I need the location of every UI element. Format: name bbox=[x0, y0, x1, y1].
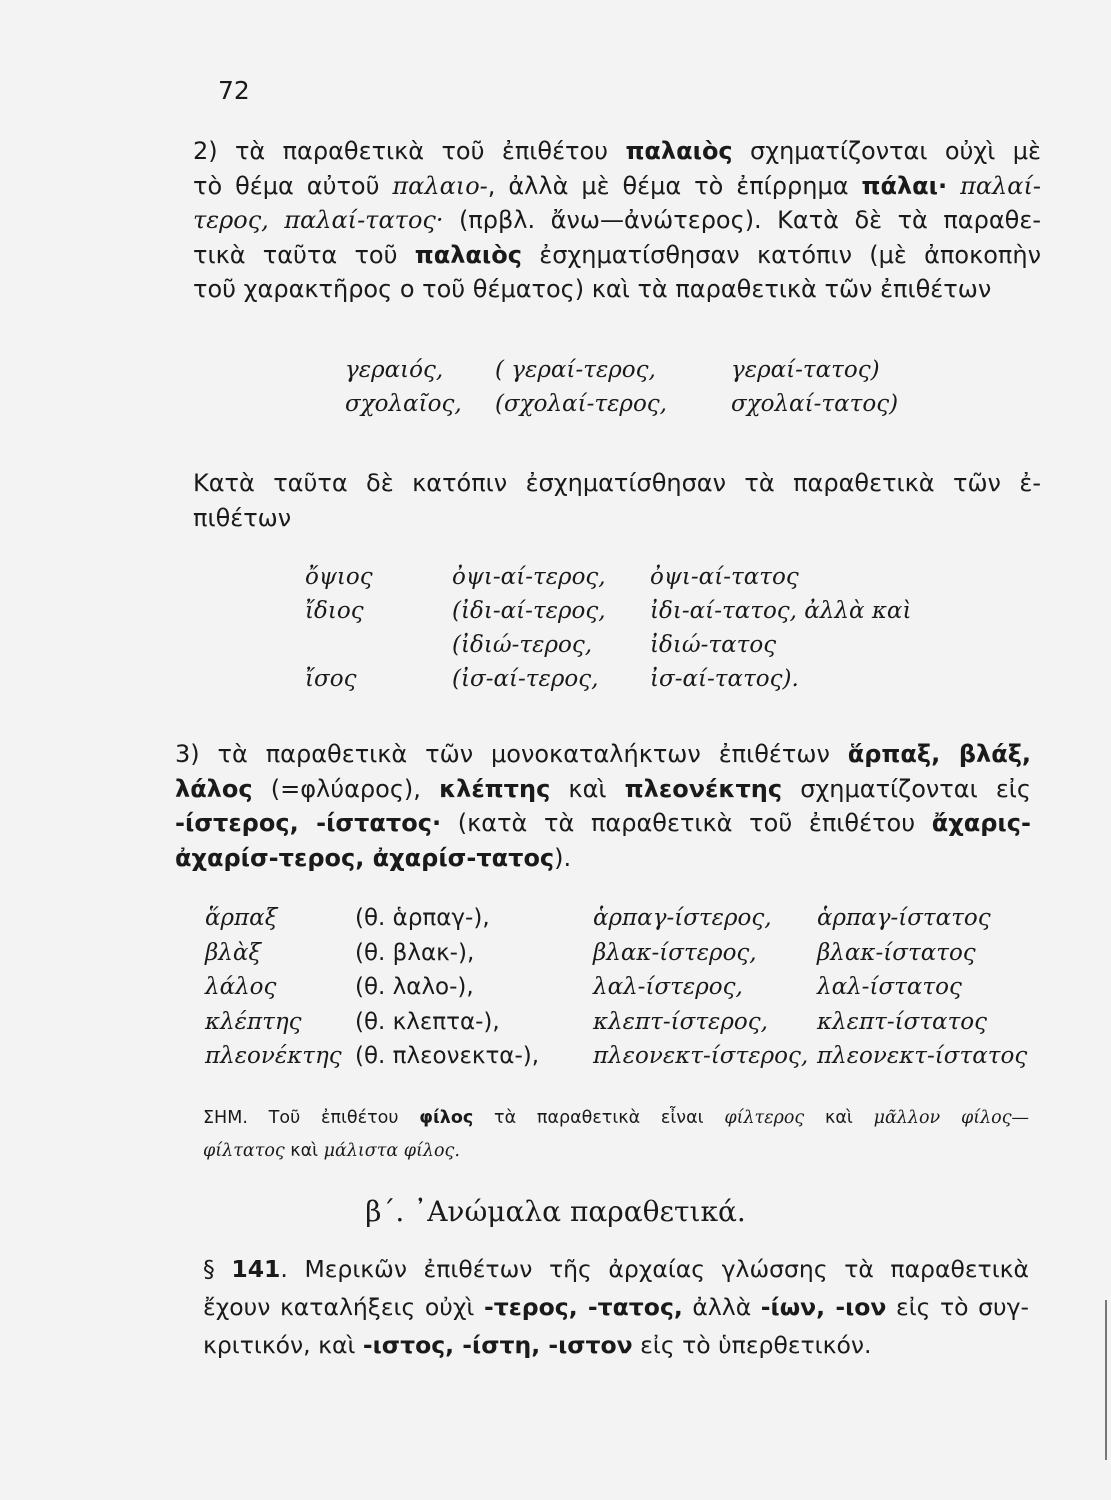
table-cell: (ἰσ-αί-τερος, bbox=[452, 666, 599, 692]
bold-term: -ίστερος, -ίστατος· bbox=[175, 809, 442, 837]
bold-term: -ιστος, -ίστη, -ιστον bbox=[362, 1331, 633, 1359]
table-cell: (θ. κλεπτα-), bbox=[355, 1008, 500, 1035]
text-run: καὶ bbox=[804, 1108, 874, 1128]
paragraph-141 bbox=[203, 1250, 1029, 1364]
text-run: τὸ θέμα αὐτοῦ bbox=[193, 171, 393, 200]
bold-term: κλέπτης bbox=[439, 774, 551, 803]
text-line bbox=[193, 466, 1041, 501]
table-cell: (ἰδιώ-τερος, bbox=[452, 632, 593, 658]
table-cell: (θ. ἁρπαγ-), bbox=[355, 905, 490, 931]
italic-form: μᾶλλον φίλος— bbox=[873, 1108, 1030, 1128]
table-cell: ἰδι-αί-τατος, ἀλλὰ καὶ bbox=[650, 598, 912, 624]
bold-term: -τερος, -τατος, bbox=[483, 1293, 683, 1321]
italic-form: τερος, παλαί-τατος· bbox=[193, 206, 444, 234]
text-line bbox=[193, 501, 1041, 536]
text-run: § bbox=[203, 1255, 232, 1283]
paragraph-3 bbox=[175, 737, 1031, 875]
bold-term: παλαιὸς bbox=[414, 240, 522, 269]
text-line bbox=[175, 772, 1031, 807]
table-cell: πλεονέκτης bbox=[205, 1043, 342, 1069]
bold-term: πλεονέκτης bbox=[624, 774, 783, 803]
section-heading: β΄. ᾿Ανώμαλα παραθετικά. bbox=[365, 1195, 746, 1228]
text-line bbox=[193, 203, 1041, 238]
text-line bbox=[203, 1135, 1029, 1168]
table-cell: (σχολαί-τερος, bbox=[495, 391, 667, 417]
text-run: ). bbox=[554, 843, 572, 872]
text-run: εἰς τὸ συγ- bbox=[886, 1293, 1030, 1321]
text-run: κριτικόν, καὶ bbox=[203, 1331, 363, 1359]
text-run: ἐσχηματίσθησαν κατόπιν (μὲ ἀποκοπὴν bbox=[521, 240, 1041, 269]
text-run: , ἀλλὰ μὲ θέμα τὸ ἐπίρρημα bbox=[487, 171, 862, 200]
text-run: τὰ παραθετικὰ εἶναι bbox=[473, 1108, 725, 1128]
text-line bbox=[203, 1102, 1029, 1135]
table-cell: σχολαί-τατος) bbox=[731, 391, 899, 417]
text-run bbox=[947, 172, 960, 200]
table-cell: ( γεραί-τερος, bbox=[495, 357, 656, 383]
table-cell: γεραί-τατος) bbox=[731, 357, 880, 383]
bold-term: παλαιὸς bbox=[625, 137, 733, 165]
bold-term: -ίων, -ιον bbox=[760, 1293, 887, 1321]
table-cell: γεραιός, bbox=[345, 357, 444, 383]
text-run: 2) τὰ παραθετικὰ τοῦ ἐπιθέτου bbox=[193, 137, 626, 165]
text-line bbox=[203, 1250, 1029, 1288]
bold-term: ἀχαρίσ-τερος, ἀχαρίσ-τατος bbox=[175, 843, 555, 872]
text-run: (πρβλ. ἄνω—ἀνώτερος). Κατὰ δὲ τὰ παραθε- bbox=[443, 206, 1041, 234]
text-run: εἰς τὸ ὑπερθετικόν. bbox=[632, 1331, 872, 1359]
table-cell: ἰδιώ-τατος bbox=[650, 632, 777, 658]
text-run: τοῦ χαρακτῆρος o τοῦ θέματος) καὶ τὰ παραθετικὰ τῶν ἐπιθέτων bbox=[193, 275, 992, 303]
bold-term: λάλος bbox=[175, 774, 253, 803]
text-run: (=φλύαρος), bbox=[252, 774, 440, 803]
bold-term: ἄχαρις- bbox=[931, 809, 1031, 837]
text-line bbox=[175, 841, 1031, 876]
table-cell: ἁρπαγ-ίστατος bbox=[817, 905, 991, 931]
text-line bbox=[175, 737, 1031, 772]
bold-term: πάλαι· bbox=[861, 171, 948, 200]
table-cell: κλέπτης bbox=[205, 1008, 302, 1035]
table-cell: ὀψι-αί-τερος, bbox=[452, 564, 606, 590]
table-cell: κλεπτ-ίστερος, bbox=[593, 1008, 768, 1035]
italic-form: φίλτατος bbox=[203, 1141, 285, 1161]
text-run: καὶ bbox=[284, 1141, 324, 1161]
table-cell: ἴδιος bbox=[305, 598, 364, 624]
table-cell: βλακ-ίστερος, bbox=[593, 939, 757, 966]
note-sim bbox=[203, 1102, 1029, 1168]
paragraph-kata-tauta bbox=[193, 466, 1041, 535]
text-run: (κατὰ τὰ παραθετικὰ τοῦ ἐπιθέτου bbox=[441, 809, 932, 837]
text-line bbox=[203, 1288, 1029, 1326]
text-run: . Μερικῶν ἐπιθέτων τῆς ἀρχαίας γλώσσης τὰ παραθετικὰ bbox=[280, 1255, 1029, 1283]
page-number: 72 bbox=[218, 76, 250, 105]
table-cell: ἴσος bbox=[305, 666, 357, 692]
table-cell: λαλ-ίστατος bbox=[817, 974, 962, 1000]
text-line bbox=[203, 1326, 1029, 1364]
table-cell: (θ. βλακ-), bbox=[355, 939, 475, 966]
table-cell: πλεονεκτ-ίστερος, bbox=[593, 1043, 809, 1069]
table-cell: ἰσ-αί-τατος). bbox=[650, 666, 799, 692]
table-cell: ἁρπαγ-ίστερος, bbox=[593, 905, 772, 931]
text-run: σχηματίζονται οὐχὶ μὲ bbox=[732, 137, 1041, 165]
text-run: ἀλλὰ bbox=[682, 1293, 761, 1321]
table-cell: λαλ-ίστερος, bbox=[593, 974, 743, 1000]
table-cell: (ἰδι-αί-τερος, bbox=[452, 598, 606, 624]
table-cell: ὀψι-αί-τατος bbox=[650, 564, 799, 590]
table-cell: βλὰξ bbox=[205, 939, 262, 966]
text-run: σχηματίζονται εἰς bbox=[782, 774, 1032, 803]
paragraph-2 bbox=[193, 134, 1041, 307]
table-cell: βλακ-ίστατος bbox=[817, 939, 976, 966]
table-cell: κλεπτ-ίστατος bbox=[817, 1008, 988, 1035]
italic-form: φίλτερος bbox=[724, 1108, 805, 1128]
text-line bbox=[193, 238, 1041, 273]
bold-term: ἅρπαξ, βλάξ, bbox=[847, 740, 1031, 768]
table-cell: λάλος bbox=[205, 974, 277, 1000]
table-cell: πλεονεκτ-ίστατος bbox=[817, 1043, 1028, 1069]
text-run: καὶ bbox=[550, 774, 625, 803]
bold-term: 141 bbox=[231, 1255, 281, 1283]
text-run: 3) τὰ παραθετικὰ τῶν μονοκαταλήκτων ἐπιθέτων bbox=[175, 740, 848, 768]
bold-term: φίλος bbox=[419, 1108, 474, 1128]
text-run: ΣΗΜ. Τοῦ ἐπιθέτου bbox=[203, 1108, 420, 1128]
italic-form: παλαί- bbox=[960, 171, 1041, 200]
text-line bbox=[193, 272, 1041, 307]
page-edge-mark bbox=[1105, 1300, 1107, 1460]
table-cell: (θ. λαλο-), bbox=[355, 974, 474, 1000]
table-cell: σχολαῖος, bbox=[345, 391, 462, 417]
italic-form: μάλιστα φίλος. bbox=[323, 1141, 460, 1161]
text-line bbox=[193, 134, 1041, 169]
text-line bbox=[193, 169, 1041, 204]
italic-form: παλαιο- bbox=[392, 171, 488, 200]
text-line bbox=[175, 806, 1031, 841]
text-run: ἔχουν καταλήξεις οὐχὶ bbox=[203, 1293, 484, 1321]
table-cell: (θ. πλεονεκτα-), bbox=[355, 1043, 540, 1069]
text-run: τικὰ ταῦτα τοῦ bbox=[193, 240, 415, 269]
text-run: πιθέτων bbox=[193, 503, 292, 532]
table-cell: ἅρπαξ bbox=[205, 905, 278, 931]
text-run: Κατὰ ταῦτα δὲ κατόπιν ἐσχηματίσθησαν τὰ παραθετικὰ τῶν ἐ- bbox=[193, 469, 1041, 497]
table-cell: ὄψιος bbox=[305, 564, 373, 590]
